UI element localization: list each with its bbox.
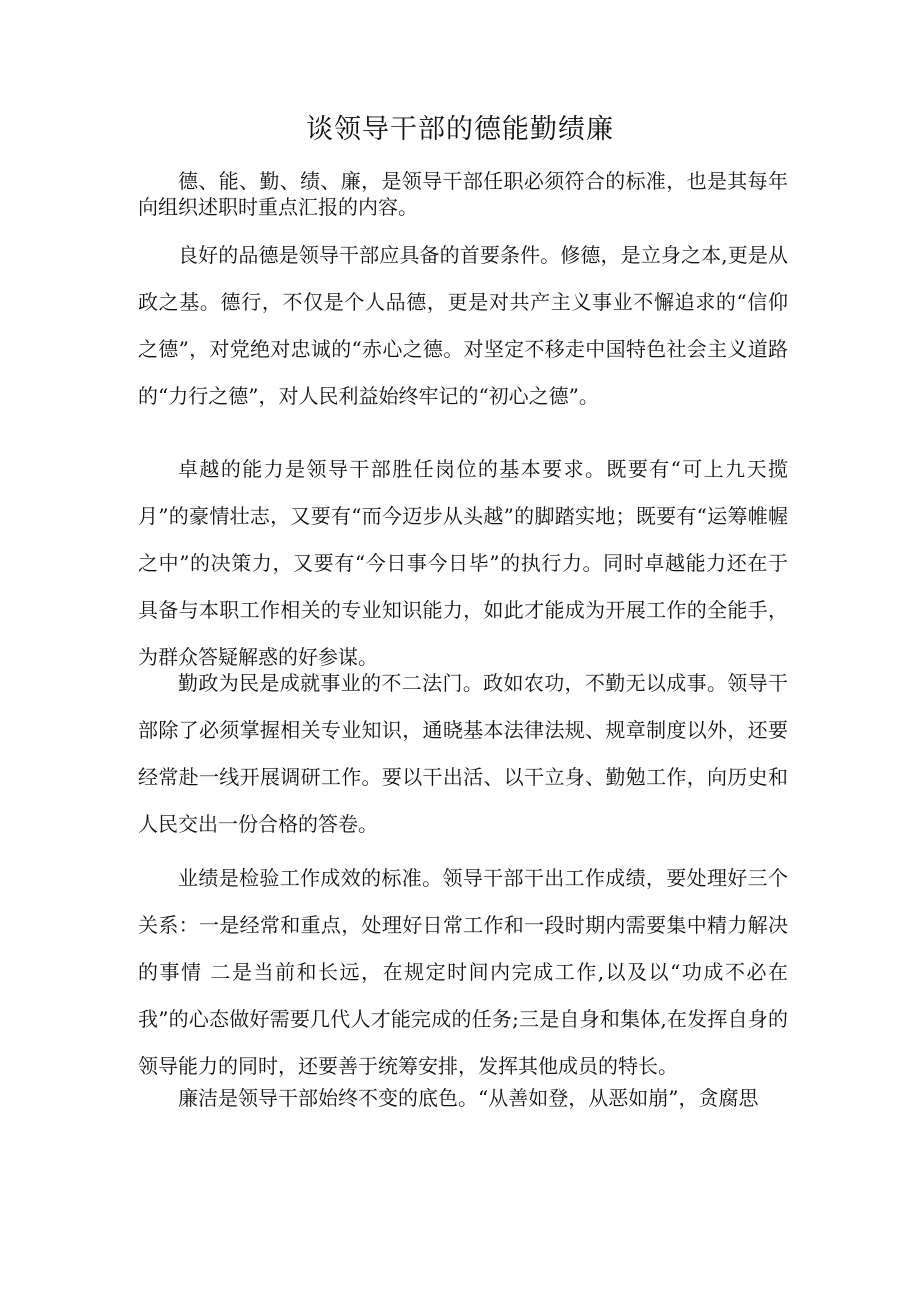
paragraph-intro: 德、能、勤、绩、廉，是领导干部任职必须符合的标准，也是其每年向组织述职时重点汇报的内容。 (138, 169, 788, 219)
paragraph-virtue: 良好的品德是领导干部应具备的首要条件。修德，是立身之本,更是从政之基。德行，不仅是个人品德，更是对共产主义事业不懈追求的“信仰之德”，对党绝对忠诚的“赤心之德。对坚定不移走中国特色社会主义道路的“力行之德”，对人民利益始终牢记的“初心之德”。 (138, 243, 788, 408)
paragraph-ability: 卓越的能力是领导干部胜任岗位的基本要求。既要有“可上九天揽月”的豪情壮志，又要有“而今迈步从头越”的脚踏实地；既要有“运筹帷幄之中”的决策力，又要有“今日事今日毕”的执行力。同时卓越能力还在于具备与本职工作相关的专业知识能力，如此才能成为开展工作的全能手，为群众答疑解惑的好参谋。 (138, 457, 788, 669)
document-title: 谈领导干部的德能勤绩廉 (306, 114, 614, 145)
paragraph-diligence: 勤政为民是成就事业的不二法门。政如农功，不勤无以成事。领导干部除了必须掌握相关专业知识，通晓基本法律法规、规章制度以外，还要经常赴一线开展调研工作。要以干出活、以干立身、勤勉工作，向历史和人民交出一份合格的答卷。 (138, 671, 788, 836)
paragraph-performance: 业绩是检验工作成效的标准。领导干部干出工作成绩，要处理好三个关系：一是经常和重点，处理好日常工作和一段时期内需要集中精力解决的事情 二是当前和长远，在规定时间内完成工作,以及以“功成不必在我”的心态做好需要几代人才能完成的任务;三是自身和集体,在发挥自身的领导能力的同时，还要善于统筹安排，发挥其他成员的特长。 (138, 866, 788, 1078)
paragraph-integrity: 廉洁是领导干部始终不变的底色。“从善如登，从恶如崩”，贪腐思 (178, 1086, 759, 1110)
